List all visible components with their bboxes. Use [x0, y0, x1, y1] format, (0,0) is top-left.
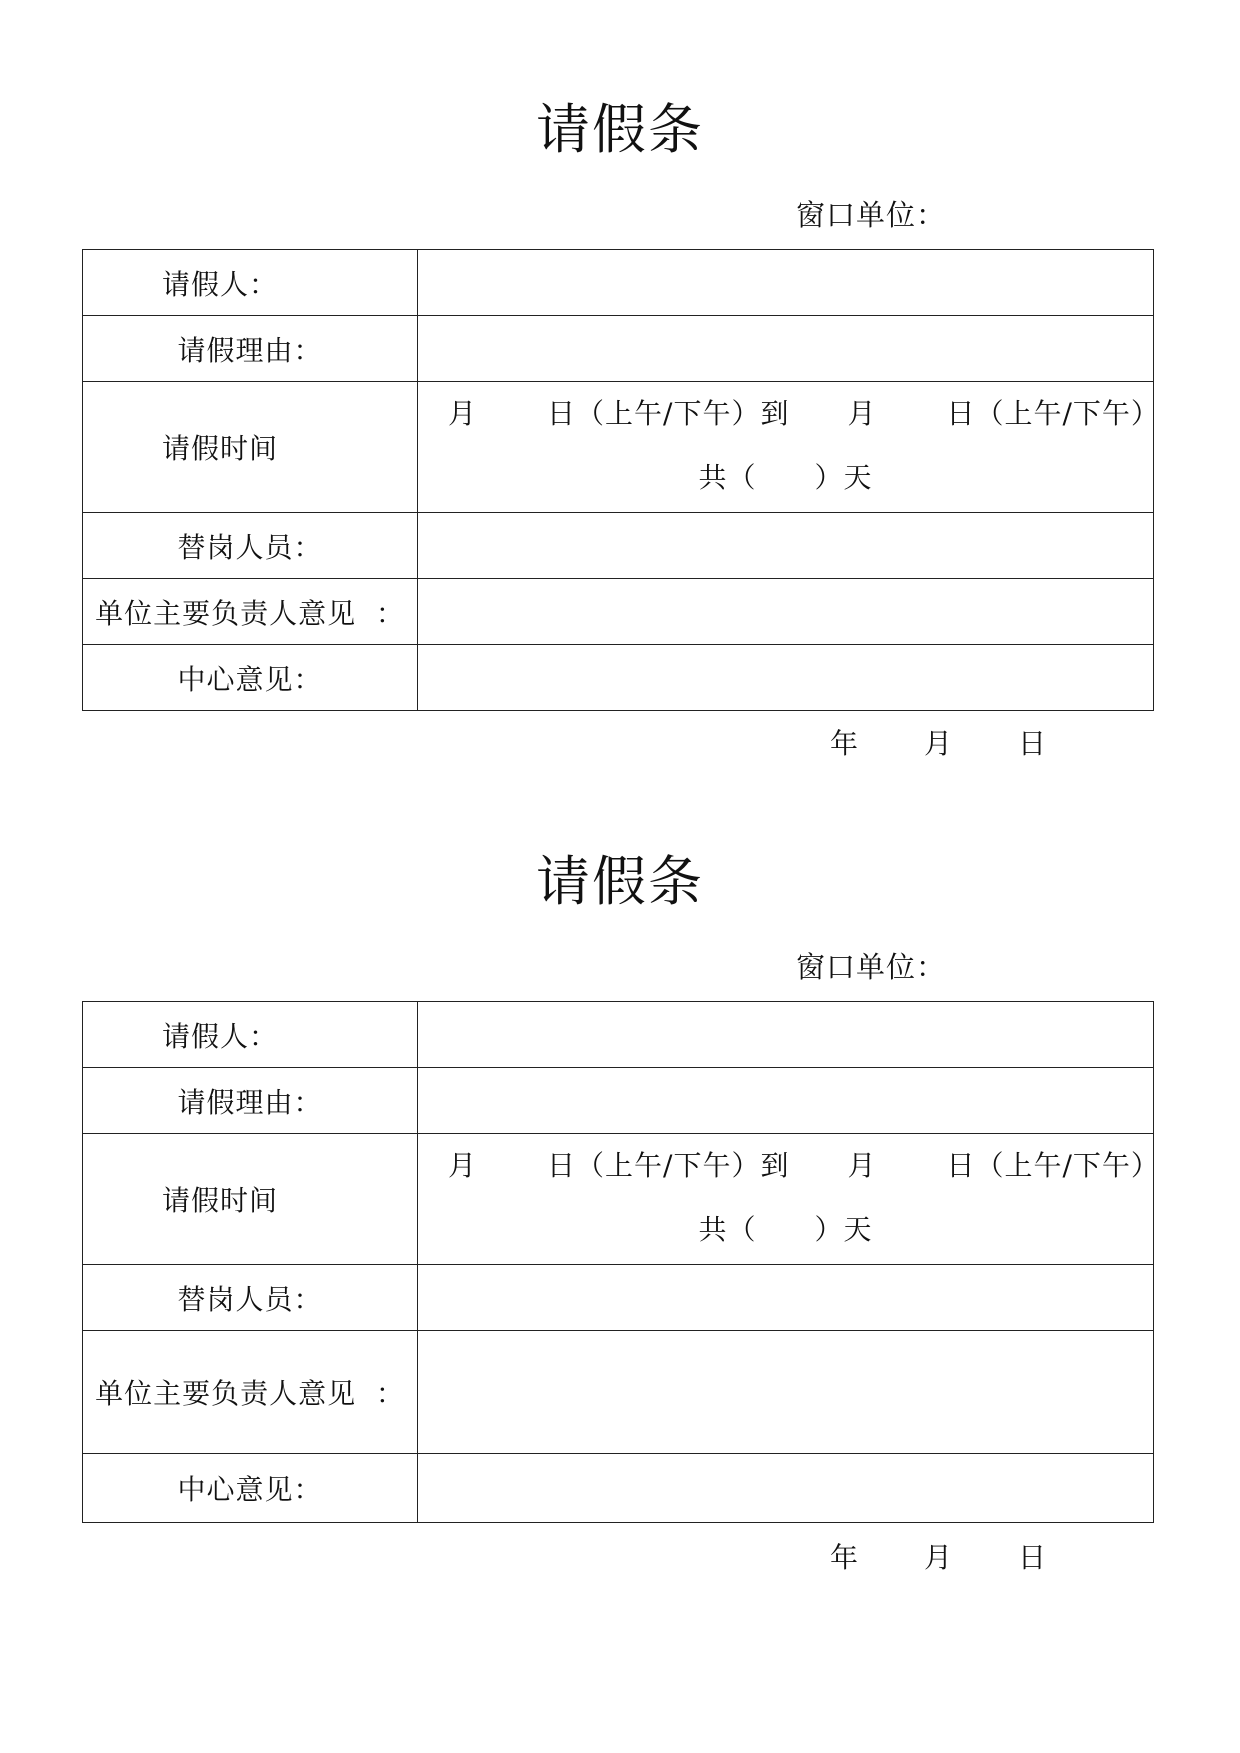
applicant-label: 请假人： — [161, 1019, 278, 1053]
month-end: 月 — [847, 1149, 877, 1182]
time-field[interactable] — [418, 382, 1160, 513]
row-reason — [83, 1068, 1154, 1134]
total-days-open: 共（ — [698, 1213, 757, 1246]
row-substitute — [83, 513, 1154, 579]
row-reason — [83, 316, 1154, 382]
form-title: 请假条 — [536, 98, 704, 161]
unit-head-label: 单位主要负责人意见 ： — [95, 1377, 405, 1410]
row-unit-head — [83, 1331, 1154, 1454]
substitute-field[interactable] — [418, 513, 1154, 579]
day-end: 日（上午/下午） — [946, 1149, 1160, 1182]
month-end: 月 — [847, 397, 877, 430]
form-title: 请假条 — [536, 850, 704, 913]
row-applicant — [83, 250, 1154, 316]
row-center — [83, 1454, 1154, 1523]
day-start: 日（上午/下午）到 — [547, 1149, 790, 1182]
substitute-label: 替岗人员： — [177, 1282, 323, 1316]
reason-label: 请假理由： — [177, 333, 323, 367]
reason-label: 请假理由： — [177, 1085, 323, 1119]
row-time — [83, 1134, 1154, 1265]
day-end: 日（上午/下午） — [946, 397, 1160, 430]
year-label: 年 — [830, 1541, 859, 1574]
month-start: 月 — [448, 397, 478, 430]
applicant-field[interactable] — [418, 250, 1154, 316]
center-field[interactable] — [418, 645, 1154, 711]
leave-table — [82, 1001, 1160, 1523]
time-label: 请假时间 — [161, 432, 278, 465]
row-time — [83, 382, 1154, 513]
time-field[interactable] — [418, 1134, 1160, 1265]
row-substitute — [83, 1265, 1154, 1331]
total-days-close: ）天 — [814, 461, 873, 494]
reason-field[interactable] — [418, 1068, 1154, 1134]
unit-head-field[interactable] — [418, 1331, 1154, 1454]
substitute-label: 替岗人员： — [177, 530, 323, 564]
leave-table — [82, 249, 1160, 711]
row-center — [83, 645, 1154, 711]
day-label: 日 — [1018, 727, 1047, 760]
center-label: 中心意见： — [177, 1473, 323, 1506]
row-unit-head — [83, 579, 1154, 645]
month-label: 月 — [924, 1541, 953, 1574]
day-label: 日 — [1018, 1541, 1047, 1574]
month-label: 月 — [924, 727, 953, 760]
window-unit-label: 窗口单位： — [796, 198, 947, 232]
day-start: 日（上午/下午）到 — [547, 397, 790, 430]
substitute-field[interactable] — [418, 1265, 1154, 1331]
total-days-close: ）天 — [814, 1213, 873, 1246]
applicant-label: 请假人： — [161, 267, 278, 301]
applicant-field[interactable] — [418, 1002, 1154, 1068]
unit-head-label: 单位主要负责人意见 ： — [95, 596, 405, 630]
center-label: 中心意见： — [177, 662, 323, 696]
time-label: 请假时间 — [161, 1184, 278, 1217]
unit-head-field[interactable] — [418, 579, 1154, 645]
year-label: 年 — [830, 727, 859, 760]
date-footer — [830, 722, 1046, 762]
reason-field[interactable] — [418, 316, 1154, 382]
total-days-open: 共（ — [698, 461, 757, 494]
date-footer — [830, 1536, 1046, 1576]
month-start: 月 — [448, 1149, 478, 1182]
row-applicant — [83, 1002, 1154, 1068]
center-field[interactable] — [418, 1454, 1154, 1523]
window-unit-label: 窗口单位： — [796, 950, 947, 984]
